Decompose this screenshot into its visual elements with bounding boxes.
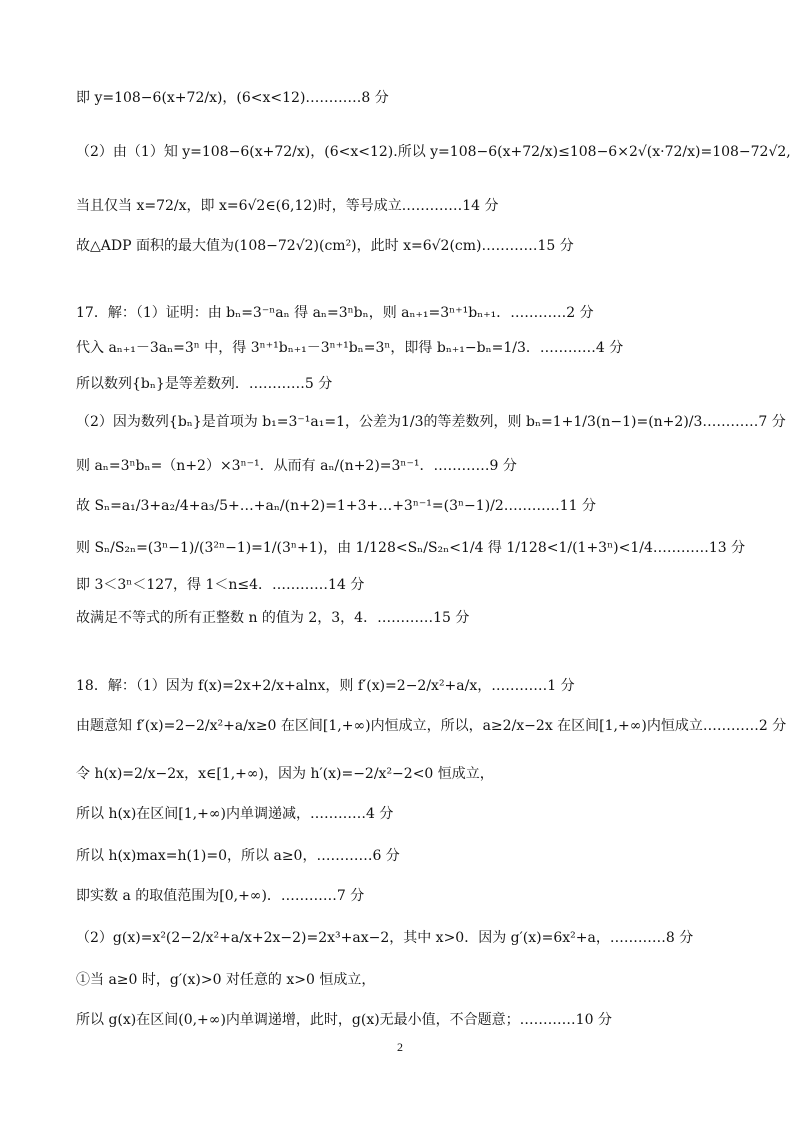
line-5: 17．解：（1）证明：由 bₙ=3⁻ⁿaₙ 得 aₙ=3ⁿbₙ，则 aₙ₊₁=3ⁿ⁺¹bₙ₊₁．…………2 分 bbox=[76, 305, 594, 321]
line-19: 即实数 a 的取值范围为[0,+∞)．…………7 分 bbox=[76, 888, 365, 904]
line-18: 所以 h(x)max=h(1)=0，所以 a≥0，…………6 分 bbox=[76, 848, 400, 864]
line-10: 故 Sₙ=a₁/3+a₂/4+a₃/5+…+aₙ/(n+2)=1+3+…+3ⁿ⁻¹=(3ⁿ−1)/2…………11 分 bbox=[76, 498, 597, 514]
line-22: 所以 g(x)在区间(0,+∞)内单调递增，此时，g(x)无最小值，不合题意；…………10 分 bbox=[76, 1012, 612, 1028]
line-1: 即 y=108−6(x+72/x)，(6<x<12)…………8 分 bbox=[76, 90, 389, 106]
line-3: 当且仅当 x=72/x，即 x=6√2∈(6,12)时，等号成立.…………14 分 bbox=[76, 198, 499, 214]
line-14: 18．解：（1）因为 f(x)=2x+2/x+alnx，则 f′(x)=2−2/x²+a/x，…………1 分 bbox=[76, 678, 575, 694]
line-9: 则 aₙ=3ⁿbₙ=（n+2）×3ⁿ⁻¹．从而有 aₙ/(n+2)=3ⁿ⁻¹．…………9 分 bbox=[76, 458, 517, 474]
line-21: ①当 a≥0 时，g′(x)>0 对任意的 x>0 恒成立， bbox=[76, 972, 376, 988]
line-11: 则 Sₙ/S₂ₙ=(3ⁿ−1)/(3²ⁿ−1)=1/(3ⁿ+1)，由 1/128<Sₙ/S₂ₙ<1/4 得 1/128<1/(1+3ⁿ)<1/4…………13 分 bbox=[76, 540, 746, 556]
line-7: 所以数列{bₙ}是等差数列．…………5 分 bbox=[76, 376, 333, 392]
line-2: （2）由（1）知 y=108−6(x+72/x)，(6<x<12).所以 y=108−6(x+72/x)≤108−6×2√(x·72/x)=108−72√2, bbox=[76, 144, 791, 160]
line-12: 即 3＜3ⁿ＜127，得 1＜n≤4．…………14 分 bbox=[76, 577, 365, 593]
page-number: 2 bbox=[397, 1040, 403, 1054]
line-6: 代入 aₙ₊₁－3aₙ=3ⁿ 中，得 3ⁿ⁺¹bₙ₊₁－3ⁿ⁺¹bₙ=3ⁿ，即得 bₙ₊₁−bₙ=1/3．…………4 分 bbox=[76, 340, 624, 356]
line-4: 故△ADP 面积的最大值为(108−72√2)(cm²)，此时 x=6√2(cm)…………15 分 bbox=[76, 238, 574, 254]
line-17: 所以 h(x)在区间[1,+∞)内单调递减，…………4 分 bbox=[76, 806, 394, 822]
line-20: （2）g(x)=x²(2−2/x²+a/x+2x−2)=2x³+ax−2，其中 x>0．因为 g′(x)=6x²+a，…………8 分 bbox=[76, 930, 694, 946]
line-8: （2）因为数列{bₙ}是首项为 b₁=3⁻¹a₁=1，公差为1/3的等差数列，则 bₙ=1+1/3(n−1)=(n+2)/3…………7 分 bbox=[76, 414, 786, 430]
line-16: 令 h(x)=2/x−2x，x∈[1,+∞)，因为 h′(x)=−2/x²−2<0 恒成立， bbox=[76, 766, 494, 782]
line-13: 故满足不等式的所有正整数 n 的值为 2，3，4．…………15 分 bbox=[76, 610, 470, 626]
line-15: 由题意知 f′(x)=2−2/x²+a/x≥0 在区间[1,+∞)内恒成立，所以，a≥2/x−2x 在区间[1,+∞)内恒成立…………2 分 bbox=[76, 718, 787, 734]
